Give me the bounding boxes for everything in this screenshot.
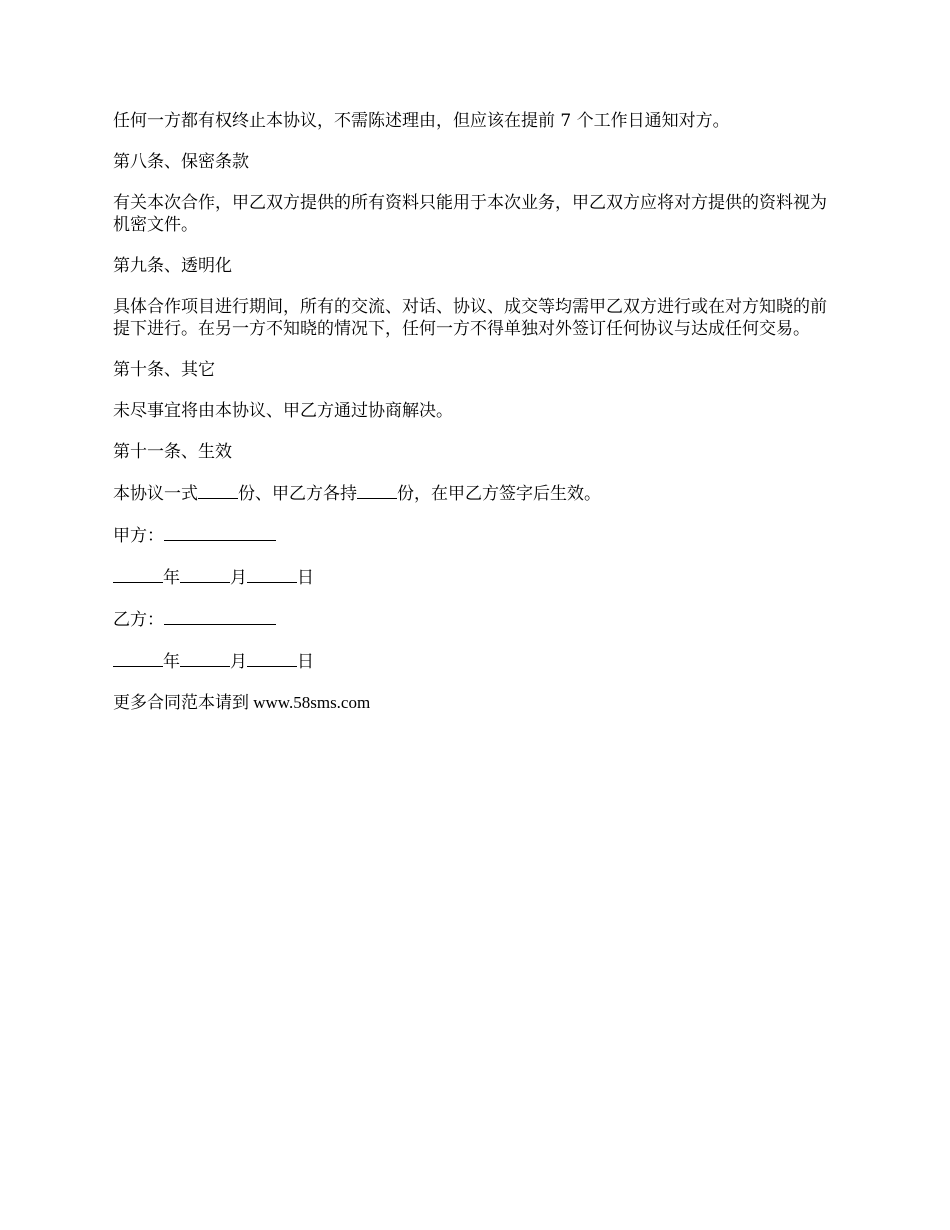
party-b-signature-blank[interactable]	[164, 608, 276, 625]
effect-clause	[113, 482, 838, 505]
article-9-heading: 第九条、透明化	[113, 256, 232, 276]
party-b-date-line	[113, 650, 838, 673]
party-a-date-line	[113, 566, 838, 589]
day-label: 日	[297, 568, 314, 588]
party-a-year-blank[interactable]	[113, 566, 163, 583]
day-label: 日	[297, 652, 314, 672]
document-page	[113, 110, 838, 733]
article-10-body: 未尽事宜将由本协议、甲乙方通过协商解决。	[113, 401, 453, 421]
effect-text-2: 份、甲乙方各持	[238, 484, 357, 504]
party-a-month-blank[interactable]	[180, 566, 230, 583]
termination-clause: 任何一方都有权终止本协议，不需陈述理由，但应该在提前 7 个工作日通知对方。	[113, 111, 730, 131]
footer-link-text[interactable]: 更多合同范本请到 www.58sms.com	[113, 693, 371, 712]
article-8-body: 有关本次合作，甲乙双方提供的所有资料只能用于本次业务，甲乙双方应将对方提供的资料视为机密文件。	[113, 193, 827, 235]
party-b-year-blank[interactable]	[113, 650, 163, 667]
article-10-heading: 第十条、其它	[113, 360, 215, 380]
copies-total-blank[interactable]	[198, 482, 238, 499]
party-a-signature-blank[interactable]	[164, 524, 276, 541]
party-a-signature-line	[113, 524, 838, 547]
party-a-label: 甲方：	[113, 526, 164, 546]
month-label: 月	[230, 652, 247, 672]
article-9-body: 具体合作项目进行期间，所有的交流、对话、协议、成交等均需甲乙双方进行或在对方知晓的前提下进行。在另一方不知晓的情况下，任何一方不得单独对外签订任何协议与达成任何交易。	[113, 297, 827, 339]
effect-text-3: 份，在甲乙方签字后生效。	[397, 484, 601, 504]
effect-text-1: 本协议一式	[113, 484, 198, 504]
party-b-day-blank[interactable]	[247, 650, 297, 667]
article-11-heading: 第十一条、生效	[113, 442, 232, 462]
month-label: 月	[230, 568, 247, 588]
year-label: 年	[163, 568, 180, 588]
year-label: 年	[163, 652, 180, 672]
party-b-month-blank[interactable]	[180, 650, 230, 667]
article-8-heading: 第八条、保密条款	[113, 152, 249, 172]
party-a-day-blank[interactable]	[247, 566, 297, 583]
party-b-label: 乙方：	[113, 610, 164, 630]
copies-each-blank[interactable]	[357, 482, 397, 499]
party-b-signature-line	[113, 608, 838, 631]
